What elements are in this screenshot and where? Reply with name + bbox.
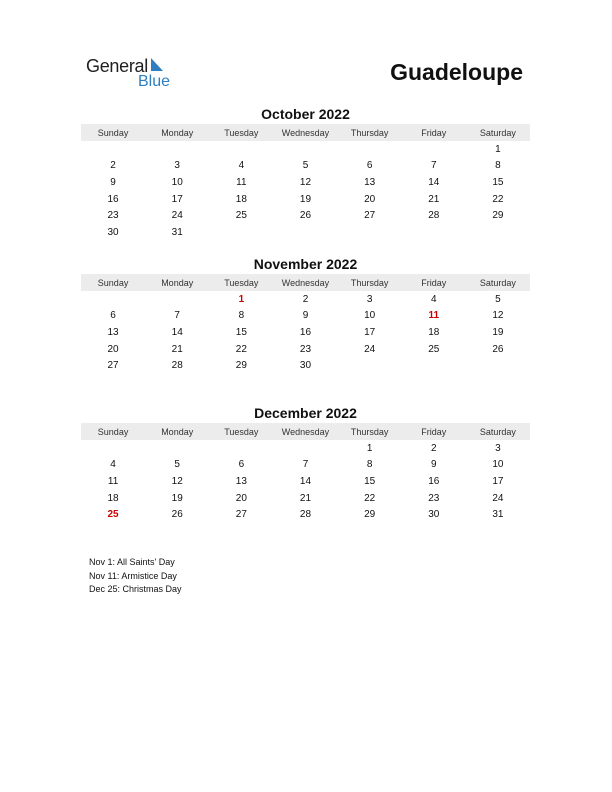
week-row bbox=[81, 341, 530, 358]
holiday-day-cell: 11 bbox=[428, 310, 440, 322]
day-cell: 20 bbox=[107, 343, 119, 355]
day-cell: 28 bbox=[171, 360, 183, 372]
holiday-notes bbox=[89, 556, 182, 597]
day-cell: 14 bbox=[428, 176, 440, 188]
logo-text-general: General bbox=[86, 56, 148, 76]
day-cell: 30 bbox=[107, 226, 119, 238]
week-row bbox=[81, 440, 530, 457]
day-cell: 24 bbox=[171, 210, 183, 222]
day-cell: 25 bbox=[428, 343, 440, 355]
day-cell: 24 bbox=[492, 492, 504, 504]
weekday-header: Tuesday bbox=[224, 277, 259, 288]
day-cell: 30 bbox=[299, 360, 312, 372]
weekday-header: Tuesday bbox=[224, 127, 259, 138]
month-title: November 2022 bbox=[253, 256, 358, 272]
day-cell: 3 bbox=[174, 160, 180, 172]
week-row bbox=[81, 158, 530, 175]
weekday-header: Monday bbox=[161, 426, 194, 437]
day-cell: 18 bbox=[107, 492, 119, 504]
day-cell: 10 bbox=[171, 176, 183, 188]
weekday-header: Monday bbox=[161, 127, 194, 138]
day-cell: 13 bbox=[364, 176, 376, 188]
week-row bbox=[81, 473, 530, 490]
weekday-header-row bbox=[81, 274, 530, 291]
weekday-header: Friday bbox=[421, 277, 447, 288]
week-row bbox=[81, 207, 530, 224]
day-cell: 9 bbox=[430, 459, 437, 471]
day-cell: 7 bbox=[174, 310, 180, 322]
day-cell: 14 bbox=[171, 326, 183, 338]
day-cell: 27 bbox=[364, 210, 376, 222]
day-cell: 28 bbox=[299, 509, 312, 521]
week-row bbox=[81, 324, 530, 341]
day-cell: 8 bbox=[495, 160, 501, 172]
day-cell: 24 bbox=[364, 343, 376, 355]
day-cell: 18 bbox=[235, 193, 247, 205]
week-row bbox=[81, 224, 530, 241]
logo-triangle-icon bbox=[151, 58, 163, 71]
weekday-header: Thursday bbox=[350, 127, 389, 138]
day-cell: 15 bbox=[235, 326, 247, 338]
weekday-header: Wednesday bbox=[281, 426, 330, 437]
week-row bbox=[81, 291, 530, 308]
day-cell: 3 bbox=[366, 293, 373, 305]
day-cell: 31 bbox=[492, 509, 504, 521]
day-cell: 22 bbox=[235, 343, 247, 355]
day-cell: 15 bbox=[492, 176, 504, 188]
holiday-note: Nov 11: Armistice Day bbox=[89, 570, 177, 581]
day-cell: 6 bbox=[110, 310, 116, 322]
day-cell: 16 bbox=[107, 193, 119, 205]
country-title: Guadeloupe bbox=[390, 59, 523, 85]
month-title: October 2022 bbox=[261, 106, 350, 122]
day-cell: 17 bbox=[171, 193, 183, 205]
day-cell: 18 bbox=[428, 326, 440, 338]
weekday-header: Tuesday bbox=[224, 426, 259, 437]
day-cell: 15 bbox=[364, 475, 376, 487]
weekday-header: Thursday bbox=[350, 426, 389, 437]
day-cell: 22 bbox=[364, 492, 376, 504]
day-cell: 30 bbox=[428, 509, 440, 521]
holiday-day-cell: 1 bbox=[238, 293, 245, 305]
week-row bbox=[81, 308, 530, 325]
day-cell: 26 bbox=[492, 343, 504, 355]
day-cell: 25 bbox=[235, 210, 247, 222]
day-cell: 1 bbox=[366, 442, 373, 454]
day-cell: 19 bbox=[299, 193, 312, 205]
weekday-header: Sunday bbox=[97, 277, 129, 288]
day-cell: 11 bbox=[236, 176, 247, 188]
day-cell: 29 bbox=[235, 360, 247, 372]
day-cell: 9 bbox=[110, 176, 116, 188]
week-row bbox=[81, 141, 530, 158]
day-cell: 19 bbox=[171, 492, 183, 504]
weekday-header: Sunday bbox=[97, 426, 129, 437]
weekday-header: Saturday bbox=[479, 277, 516, 288]
day-cell: 12 bbox=[171, 475, 183, 487]
month-title: December 2022 bbox=[254, 405, 357, 421]
day-cell: 4 bbox=[238, 160, 245, 172]
month-november bbox=[81, 254, 530, 374]
day-cell: 21 bbox=[299, 492, 312, 504]
day-cell: 26 bbox=[299, 210, 312, 222]
day-cell: 17 bbox=[364, 326, 376, 338]
week-row bbox=[81, 506, 530, 523]
day-cell: 31 bbox=[171, 226, 183, 238]
weekday-header: Friday bbox=[421, 426, 447, 437]
weekday-header: Sunday bbox=[97, 127, 129, 138]
day-cell: 7 bbox=[302, 459, 309, 471]
weekday-header: Wednesday bbox=[281, 127, 330, 138]
month-december bbox=[81, 403, 530, 523]
day-cell: 27 bbox=[235, 509, 247, 521]
week-row bbox=[81, 457, 530, 474]
day-cell: 23 bbox=[107, 210, 119, 222]
day-cell: 4 bbox=[110, 459, 116, 471]
day-cell: 23 bbox=[299, 343, 312, 355]
day-cell: 1 bbox=[495, 143, 501, 155]
day-cell: 5 bbox=[495, 293, 501, 305]
weekday-header-row bbox=[81, 124, 530, 141]
day-cell: 12 bbox=[492, 310, 504, 322]
day-cell: 10 bbox=[364, 310, 376, 322]
holiday-day-cell: 25 bbox=[107, 509, 119, 521]
day-cell: 13 bbox=[107, 326, 119, 338]
month-october bbox=[81, 104, 530, 241]
day-cell: 21 bbox=[171, 343, 183, 355]
day-cell: 8 bbox=[366, 459, 373, 471]
holiday-note: Dec 25: Christmas Day bbox=[89, 584, 182, 594]
logo bbox=[86, 54, 186, 94]
day-cell: 16 bbox=[428, 475, 440, 487]
weekday-header-row bbox=[81, 423, 530, 440]
weekday-header: Saturday bbox=[479, 426, 516, 437]
week-row bbox=[81, 357, 530, 374]
day-cell: 27 bbox=[107, 360, 119, 372]
day-cell: 2 bbox=[110, 160, 116, 172]
day-cell: 10 bbox=[492, 459, 504, 471]
day-cell: 4 bbox=[430, 293, 437, 305]
day-cell: 11 bbox=[107, 475, 119, 487]
day-cell: 9 bbox=[302, 310, 309, 322]
day-cell: 29 bbox=[492, 210, 504, 222]
weekday-header: Friday bbox=[421, 127, 447, 138]
day-cell: 8 bbox=[238, 310, 245, 322]
day-cell: 20 bbox=[235, 492, 247, 504]
day-cell: 29 bbox=[364, 509, 376, 521]
day-cell: 26 bbox=[171, 509, 183, 521]
day-cell: 13 bbox=[235, 475, 247, 487]
weekday-header: Wednesday bbox=[281, 277, 330, 288]
day-cell: 14 bbox=[299, 475, 312, 487]
day-cell: 22 bbox=[492, 193, 504, 205]
day-cell: 16 bbox=[299, 326, 312, 338]
day-cell: 17 bbox=[492, 475, 504, 487]
weekday-header: Monday bbox=[161, 277, 194, 288]
weekday-header: Saturday bbox=[479, 127, 516, 138]
day-cell: 3 bbox=[495, 442, 501, 454]
day-cell: 20 bbox=[364, 193, 376, 205]
day-cell: 12 bbox=[299, 176, 312, 188]
week-row bbox=[81, 174, 530, 191]
day-cell: 19 bbox=[492, 326, 504, 338]
day-cell: 6 bbox=[238, 459, 245, 471]
week-row bbox=[81, 191, 530, 208]
weekday-header: Thursday bbox=[350, 277, 389, 288]
day-cell: 7 bbox=[430, 160, 437, 172]
holiday-note: Nov 1: All Saints' Day bbox=[89, 557, 175, 567]
day-cell: 28 bbox=[428, 210, 440, 222]
week-row bbox=[81, 490, 530, 507]
day-cell: 5 bbox=[302, 160, 309, 172]
day-cell: 6 bbox=[366, 160, 373, 172]
logo-text-blue: Blue bbox=[138, 73, 171, 90]
day-cell: 2 bbox=[302, 293, 309, 305]
day-cell: 5 bbox=[174, 459, 180, 471]
day-cell: 2 bbox=[430, 442, 437, 454]
day-cell: 21 bbox=[428, 193, 440, 205]
day-cell: 23 bbox=[428, 492, 440, 504]
